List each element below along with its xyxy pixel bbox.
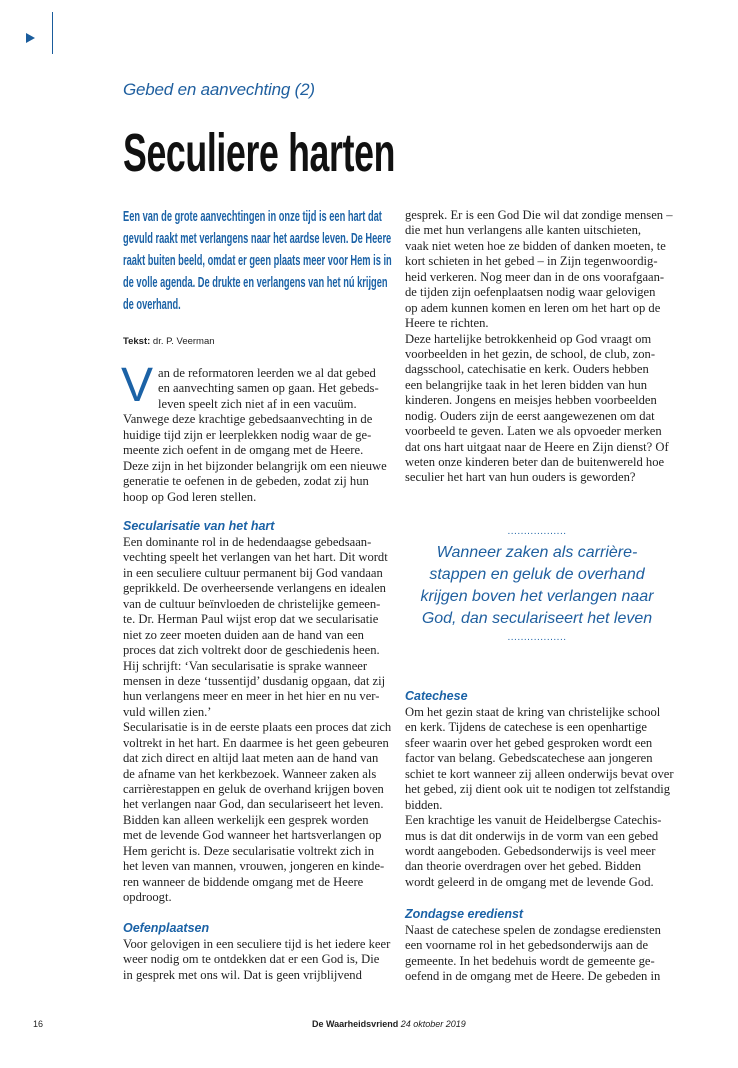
text-line: hoop op God leren stellen. <box>123 489 257 504</box>
text-line: kinderen. Jongens en meisjes hebben voorbeelden <box>405 393 657 408</box>
text-line: voorbeeld te geven. Laten we als opvoeder merken <box>405 424 662 439</box>
text-line: het leven van mannen, vrouwen, jongeren en kinde- <box>123 859 385 874</box>
text-line: Een krachtige les vanuit de Heidelbergse Catechis- <box>405 813 662 828</box>
quote-line: God, dan seculariseert het leven <box>421 610 653 627</box>
text-line: wordt aangeboden. Gebedsonderwijs is veel meer <box>405 843 656 858</box>
section-heading: Zondagse eredienst <box>405 907 524 921</box>
text-line: huidige tijd zijn er leerplekken nodig waar de ge- <box>123 427 372 442</box>
text-line: Voor gelovigen in een seculiere tijd is het iedere keer <box>123 937 391 951</box>
text-line: hun verlangens meer en meer in het hier en nu ver- <box>123 689 380 704</box>
text-line: het verlangen naar God, dan seculariseert het leven. <box>123 797 384 812</box>
text-line: heid verkeren. Nog meer dan in de ons voorafgaan- <box>405 269 665 284</box>
drop-cap: V <box>121 359 154 412</box>
text-line: niet zo zeer moeten duiden aan de hand van een <box>123 627 364 642</box>
page-title: Seculiere harten <box>123 123 396 183</box>
text-line: Om het gezin staat de kring van christelijke school <box>405 705 661 719</box>
text-line: Secularisatie is in de eerste plaats een proces dat zich <box>123 720 392 735</box>
lead-line: raakt buiten beeld, omdat er geen plaats meer voor Hem is in <box>123 253 392 269</box>
text-line: leven speelt zich niet af in een vacuüm. <box>158 396 357 411</box>
text-line: Heere te richten. <box>405 316 489 331</box>
text-line: geprikkeld. De overheersende verlangens en idealen <box>123 581 386 596</box>
text-line: vuld willen zien.’ <box>123 704 212 719</box>
text-line: seculier het hart van hun ouders is geworden? <box>405 470 636 485</box>
text-line: Een dominante rol in de hedendaagse gebedsaan- <box>123 535 372 549</box>
text-line: een belangrijke taak in het leren bidden van hun <box>405 377 647 392</box>
text-line: an de reformatoren leerden we al dat gebed <box>158 366 376 380</box>
text-line: en aanvechting samen op gaan. Het gebeds- <box>158 381 379 396</box>
text-line: oefend in de omgang met de Heere. De gebeden in <box>405 969 661 984</box>
text-line: de tijden zijn oefenplaatsen nodig waar gelovigen <box>405 285 656 300</box>
publication-date: 24 oktober 2019 <box>400 1019 466 1029</box>
text-line: sfeer waarin over het gebed gesproken wordt een <box>405 735 653 750</box>
text-line: de afname van het kerkbezoek. Wanneer zaken als <box>123 766 377 781</box>
text-line: in een seculiere cultuur permanent bij God vandaan <box>123 565 383 580</box>
text-line: opdroogt. <box>123 890 172 905</box>
play-arrow-icon <box>26 33 35 43</box>
text-line: weer nodig om te ontdekken dat er een God is, Die <box>123 952 380 967</box>
intro-text <box>123 366 387 505</box>
text-line: mensen in deze ‘tussentijd’ dusdanig opgaan, dat zij <box>123 673 386 688</box>
text-line: generatie te oefenen in de gebeden, zodat zij hun <box>123 474 369 489</box>
text-line: Deze hartelijke betrokkenheid op God vraagt om <box>405 331 652 346</box>
section-heading: Oefenplaatsen <box>123 921 210 935</box>
text-line: factor van belang. Gebedscatechese aan jongeren <box>405 751 653 766</box>
text-line: van de cultuur beïnvloeden de christelijke gemeen- <box>123 596 381 611</box>
text-line: weten onze kinderen beter dan de buitenwereld hoe <box>405 455 665 469</box>
text-line: op adem kunnen komen en leren om het hart op de <box>405 300 661 315</box>
text-line: Bidden kan alleen werkelijk een gesprek worden <box>123 812 369 827</box>
text-line: kort schieten in het gebed – in Zijn tegenwoordig- <box>405 254 658 269</box>
text-line: dat zich direct en altijd laat meten aan de hand van <box>123 751 379 766</box>
section-body-continued <box>405 208 673 486</box>
quote-divider-top: .................. <box>507 526 567 537</box>
text-line: Hij schrijft: ‘Van secularisatie is sprake wanneer <box>123 658 368 673</box>
page-number: 16 <box>33 1019 44 1029</box>
text-line: carrièrestappen en geluk de overhand krijgen boven <box>123 782 384 796</box>
text-line: Hem gericht is. Deze secularisatie voltrekt zich in <box>123 843 375 858</box>
text-line: meente zich oefent in de omgang met de Heere. <box>123 443 364 458</box>
text-line: met de levende God wanneer het hartsverlangen op <box>123 828 382 843</box>
byline <box>123 336 215 347</box>
divider <box>52 12 53 54</box>
text-line: Deze zijn in het bijzonder belangrijk om een nieuwe <box>123 458 387 473</box>
text-line: het gebed, zij dient ook uit te nodigen tot zelfstandig <box>405 782 671 797</box>
text-line: proces dat zich voltrekt door de geschiedenis heen. <box>123 643 380 658</box>
text-line: Naast de catechese spelen de zondagse erediensten <box>405 923 661 937</box>
section-body <box>123 937 390 983</box>
lead-line: Een van de grote aanvechtingen in onze tijd is een hart dat <box>123 209 382 225</box>
section-body <box>405 923 661 985</box>
byline-author: dr. P. Veerman <box>152 336 215 347</box>
text-line: wordt geleerd in de omgang met de levende God. <box>405 874 654 889</box>
quote-line: krijgen boven het verlangen naar <box>420 588 654 605</box>
byline-label: Tekst: <box>123 336 151 347</box>
lead-line: de overhand. <box>123 297 181 313</box>
text-line: dagsschool, catechisatie en kerk. Ouders hebben <box>405 362 649 377</box>
text-line: te. Dr. Herman Paul wijst erop dat we secularisatie <box>123 612 379 627</box>
footer-publication <box>312 1019 466 1029</box>
text-line: ren wanneer de biddende omgang met de Heere <box>123 874 364 889</box>
text-line: voltrekt in het hart. En daarmee is het geen gebeuren <box>123 735 389 750</box>
text-line: en kerk. Tijdens de catechese is een openhartige <box>405 720 647 735</box>
publication-name: De Waarheidsvriend <box>312 1019 399 1029</box>
series-kicker: Gebed en aanvechting (2) <box>123 80 315 99</box>
section-body <box>405 705 674 890</box>
lead-line: gevuld raakt met verlangens naar het aardse leven. De Heere <box>123 231 392 247</box>
text-line: in gesprek met ons wil. Dat is geen vrijblijvend <box>123 967 362 982</box>
text-line: dat ons hart uitgaat naar de Heere en Zijn dienst? Of <box>405 439 669 454</box>
text-line: een voorname rol in het gebedsonderwijs aan de <box>405 938 649 953</box>
text-line: nodig. Ouders zijn de eerst aangewezenen om dat <box>405 408 655 423</box>
pull-quote <box>402 542 672 630</box>
quote-line: stappen en geluk de overhand <box>429 566 645 583</box>
text-line: schiet te kort wanneer zij alleen onderwijs bevat over <box>405 766 674 781</box>
section-heading: Secularisatie van het hart <box>123 519 275 533</box>
text-line: vechting speelt het verlangen van het hart. Dit wordt <box>123 550 388 565</box>
quote-line: Wanneer zaken als carrière- <box>436 544 638 561</box>
text-line: Vanwege deze krachtige gebedsaanvechting in de <box>123 412 373 427</box>
lead-paragraph <box>123 206 413 316</box>
lead-line: de volle agenda. De drukte en verlangens van het nú krijgen <box>123 275 388 291</box>
text-line: bidden. <box>405 797 443 812</box>
section-body <box>123 535 391 906</box>
text-line: dan theorie overdragen over het gebed. Bidden <box>405 859 642 874</box>
text-line: gesprek. Er is een God Die wil dat zondige mensen – <box>405 208 673 222</box>
text-line: vaak niet weten hoe ze bidden of danken moeten, te <box>405 238 666 253</box>
text-line: die met hun verlangens alle kanten uitschieten, <box>405 223 642 238</box>
section-heading: Catechese <box>405 689 468 703</box>
text-line: mus is dat dit onderwijs in de vorm van een gebed <box>405 828 659 843</box>
quote-divider-bottom: .................. <box>507 632 567 643</box>
text-line: gemeente. In het bedehuis wordt de gemeente ge- <box>405 953 655 968</box>
text-line: voorbeelden in het gezin, de school, de club, zon- <box>405 346 656 361</box>
